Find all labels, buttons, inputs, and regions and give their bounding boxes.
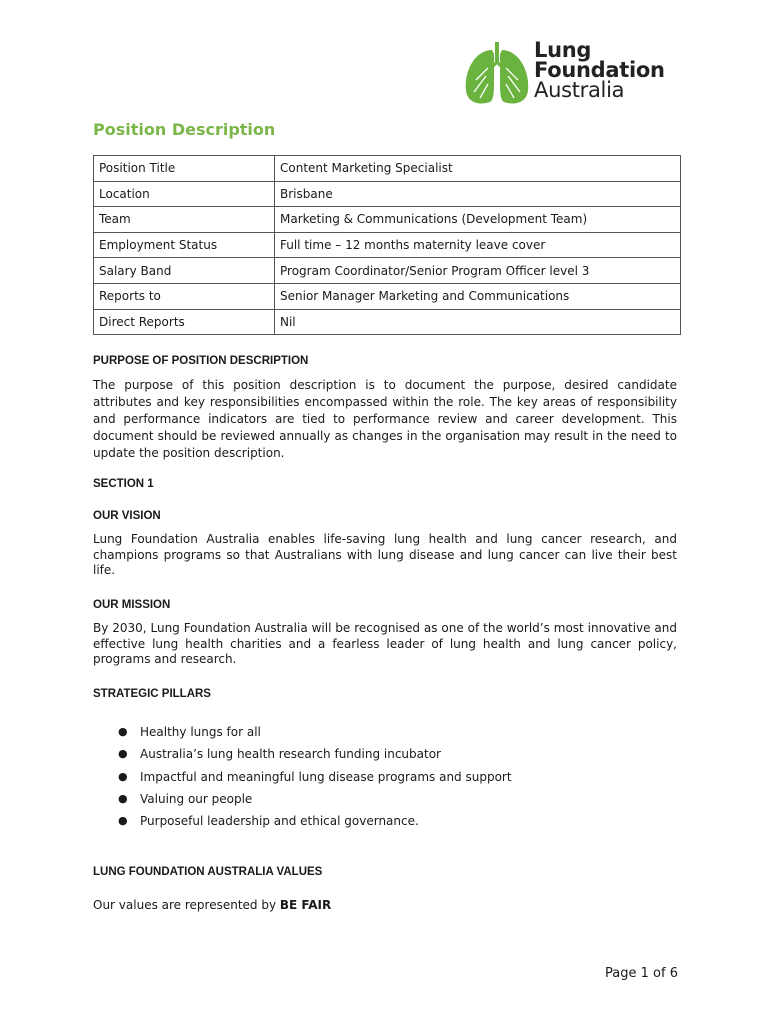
row-label: Team xyxy=(94,207,275,233)
row-label: Reports to xyxy=(94,283,275,309)
pillar-text: Australia’s lung health research funding incubator xyxy=(140,747,441,762)
row-value: Marketing & Communications (Development Team) xyxy=(275,207,681,233)
table-row xyxy=(94,309,681,335)
pillars-list xyxy=(93,723,512,834)
row-value: Program Coordinator/Senior Program Officer level 3 xyxy=(275,258,681,284)
list-item: ● Purposeful leadership and ethical governance. xyxy=(118,814,419,829)
values-emphasis: BE FAIR xyxy=(279,898,332,912)
table-row xyxy=(94,156,681,182)
page-number: Page 1 of 6 xyxy=(605,966,678,981)
table-row xyxy=(94,232,681,258)
row-label: Position Title xyxy=(94,156,275,182)
row-label: Employment Status xyxy=(94,232,275,258)
list-item: ● Australia’s lung health research funding incubator xyxy=(118,747,441,762)
lungs-icon xyxy=(462,40,532,108)
pillar-text: Impactful and meaningful lung disease programs and support xyxy=(140,769,512,784)
row-value: Nil xyxy=(275,309,681,335)
row-label: Direct Reports xyxy=(94,309,275,335)
values-heading: LUNG FOUNDATION AUSTRALIA VALUES xyxy=(93,866,323,878)
pillar-text: Valuing our people xyxy=(140,791,253,806)
row-label: Location xyxy=(94,181,275,207)
logo-line-1: Lung xyxy=(534,38,592,62)
mission-body: By 2030, Lung Foundation Australia will be recognised as one of the world’s most innovative and effective lung health charities and a fearless leader of lung health and lung cancer policy, programs and research. xyxy=(93,621,677,666)
page-title: Position Description xyxy=(93,120,276,139)
vision-heading: OUR VISION xyxy=(93,510,161,522)
pillar-text: Healthy lungs for all xyxy=(140,725,261,739)
pillar-text: Purposeful leadership and ethical governance. xyxy=(140,814,419,829)
table-row xyxy=(94,283,681,309)
row-value: Brisbane xyxy=(275,181,681,207)
logo-line-2: Foundation xyxy=(534,58,665,82)
row-value: Senior Manager Marketing and Communications xyxy=(275,283,681,309)
row-value: Content Marketing Specialist xyxy=(275,156,681,182)
table-row xyxy=(94,181,681,207)
row-value: Full time – 12 months maternity leave cover xyxy=(275,232,681,258)
values-statement xyxy=(93,898,331,912)
row-label: Salary Band xyxy=(94,258,275,284)
pillars-heading: STRATEGIC PILLARS xyxy=(93,688,211,700)
list-item: ● Healthy lungs for all xyxy=(118,725,261,739)
logo-line-3: Australia xyxy=(534,78,625,102)
purpose-heading: PURPOSE OF POSITION DESCRIPTION xyxy=(93,355,309,367)
section-1-heading: SECTION 1 xyxy=(93,478,154,490)
table-row xyxy=(94,258,681,284)
lung-foundation-logo xyxy=(462,40,682,110)
list-item: ● Impactful and meaningful lung disease programs and support xyxy=(118,769,512,784)
position-info-table xyxy=(93,155,681,335)
table-row xyxy=(94,207,681,233)
list-item: ● Valuing our people xyxy=(118,791,253,806)
values-text: Our values are represented by xyxy=(93,898,280,912)
purpose-body: The purpose of this position description is to document the purpose, desired candidate attributes and key responsibilities encompassed within the role. The key areas of responsibility and performance indicators are tied to performance review and career development. This document should be reviewed annually as changes in the organisation may result in the need to update the position description. xyxy=(93,378,677,460)
vision-body: Lung Foundation Australia enables life-saving lung health and lung cancer research, and champions programs so that Australians with lung disease and lung cancer can live their best life. xyxy=(93,532,677,577)
mission-heading: OUR MISSION xyxy=(93,599,171,611)
